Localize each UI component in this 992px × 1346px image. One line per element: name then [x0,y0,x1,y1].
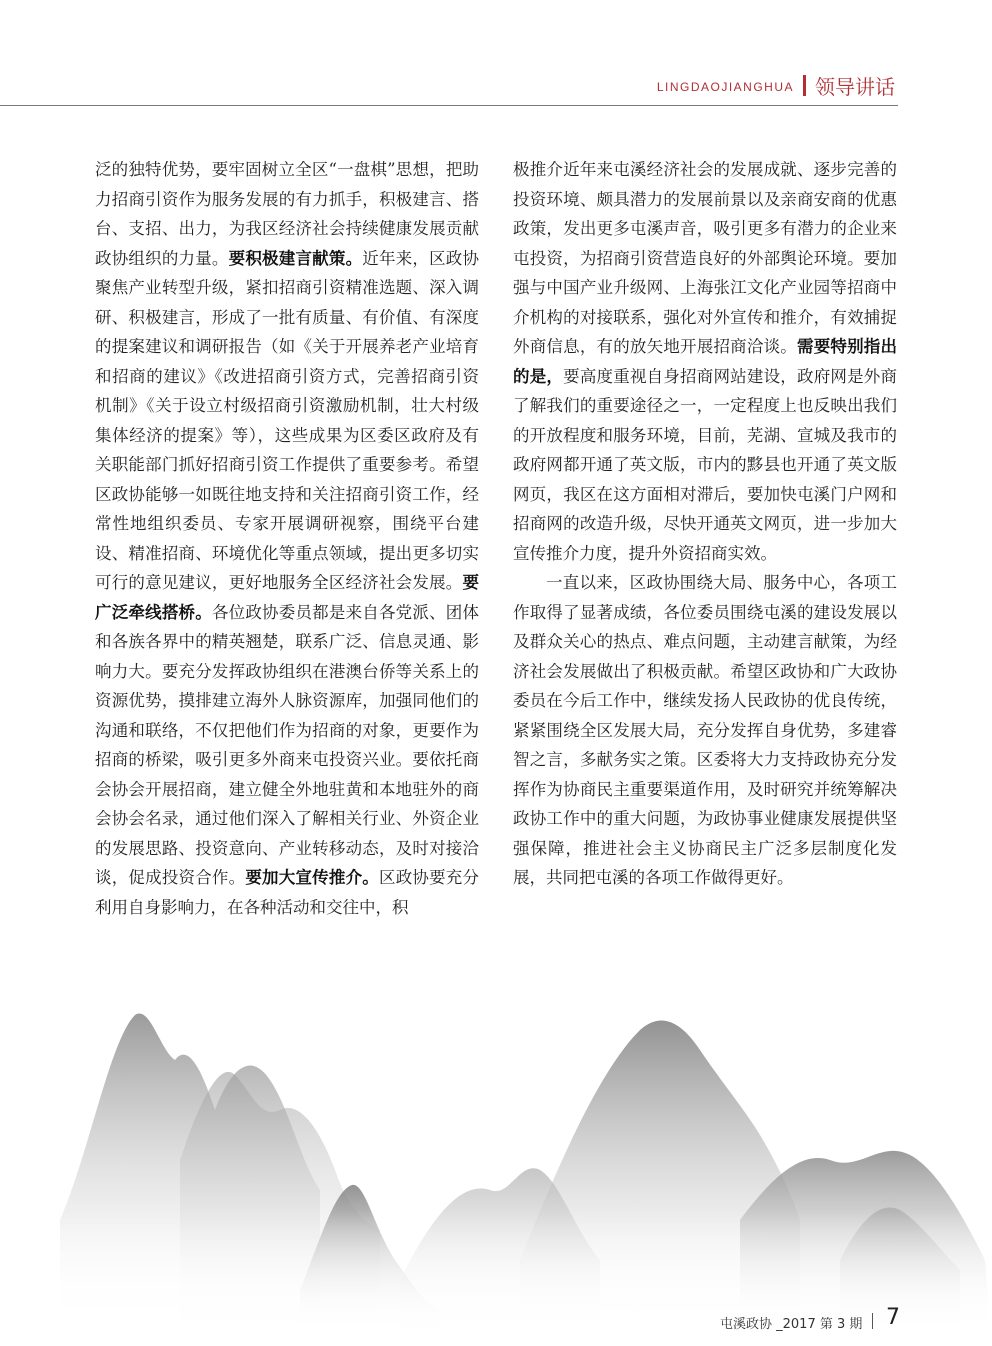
right-column [513,155,897,893]
section-pinyin: LINGDAOJIANGHUA [656,80,794,94]
heading-liaison: 要广泛牵线搭桥。 [95,573,479,622]
heading-suggestions: 要积极建言献策。 [228,248,363,268]
right-paragraph-2: 一直以来，区政协围绕大局、服务中心，各项工作取得了显著成绩，各位委员围绕屯溪的建设发展以及群众关心的热点、难点问题，主动建言献策，为经济社会发展做出了积极贡献。希望区政协和广大政协委员在今后工作中，继续发扬人民政协的优良传统，紧紧围绕全区发展大局，充分发挥自身优势，多建睿智之言，多献务实之策。区委将大力支持政协充分发挥作为协商民主重要渠道作用，及时研究并统筹解决政协工作中的重大问题，为政协事业健康发展提供坚强保障，推进社会主义协商民主广泛多层制度化发展，共同把屯溪的各项工作做得更好。 [513,573,897,887]
left-text-2: 近年来，区政协聚焦产业转型升级，紧扣招商引资精准选题、深入调研、积极建言，形成了一批有质量、有价值、有深度的提案建议和调研报告（如《关于开展养老产业培育和招商的建议》《改进招商引资方式，完善招商引资机制》《关于设立村级招商引资激励机制，壮大村级集体经济的提案》等），这些成果为区委区政府及有关职能部门抓好招商引资工作提供了重要参考。希望区政协能够一如既往地支持和关注招商引资工作，经常性地组织委员、专家开展调研视察，围绕平台建设、精准招商、环境优化等重点领域，提出更多切实可行的意见建议，更好地服务全区经济社会发展。 [95,248,480,592]
left-column [95,155,479,922]
left-text-4: 区政协要充分利用自身影响力，在各种活动和交往中，积 [95,868,480,917]
left-text-1: 泛的独特优势，要牢固树立全区“一盘棋”思想，把助力招商引资作为服务发展的有力抓手，积极建言、搭台、支招、出力，为我区经济社会持续健康发展贡献政协组织的力量。 [95,160,479,268]
page-number: 7 [886,1305,900,1330]
left-text-3: 各位政协委员都是来自各党派、团体和各族各界中的精英翘楚，联系广泛、信息灵通、影响力大。要充分发挥政协组织在港澳台侨等关系上的资源优势，摸排建立海外人脉资源库，加强同他们的沟通和联络，不仅把他们作为招商的对象，更要作为招商的桥梁，吸引更多外商来屯投资兴业。要依托商会协会开展招商，建立健全外地驻黄和本地驻外的商会协会名录，通过他们深入了解相关行业、外资企业的发展思路、投资意向、产业转移动态，及时对接洽谈，促成投资合作。 [95,602,480,887]
right-paragraph-1 [513,155,897,568]
ink-mountain-landscape [0,960,992,1346]
heading-publicity: 要加大宣传推介。 [245,868,379,887]
issue-label: 屯溪政协 _2017 第 3 期 [720,1317,863,1332]
heading-special-note: 需要特别指出的是， [513,337,898,386]
right-text-2: 要高度重视自身招商网站建设，政府网是外商了解我们的重要途径之一，一定程度上也反映出我们的开放程度和服务环境，目前，芜湖、宣城及我市的政府网都开通了英文版，市内的黟县也开通了英文版网页，我区在这方面相对滞后，要加快屯溪门户网和招商网的改造升级，尽快开通英文网页，进一步加大宣传推介力度，提升外资招商实效。 [513,366,898,563]
section-title: 领导讲话 [815,75,895,99]
header-rule [0,105,898,106]
header-divider-mark [803,75,806,96]
footer-divider [872,1313,873,1329]
page-header [0,58,992,108]
right-text-1: 极推介近年来屯溪经济社会的发展成就、逐步完善的投资环境、颇具潜力的发展前景以及亲商安商的优惠政策，发出更多屯溪声音，吸引更多有潜力的企业来屯投资，为招商引资营造良好的外部舆论环境。要加强与中国产业升级网、上海张江文化产业园等招商中介机构的对接联系，强化对外宣传和推介，有效捕捉外商信息，有的放矢地开展招商洽谈。 [513,160,897,356]
left-paragraph [95,155,479,922]
